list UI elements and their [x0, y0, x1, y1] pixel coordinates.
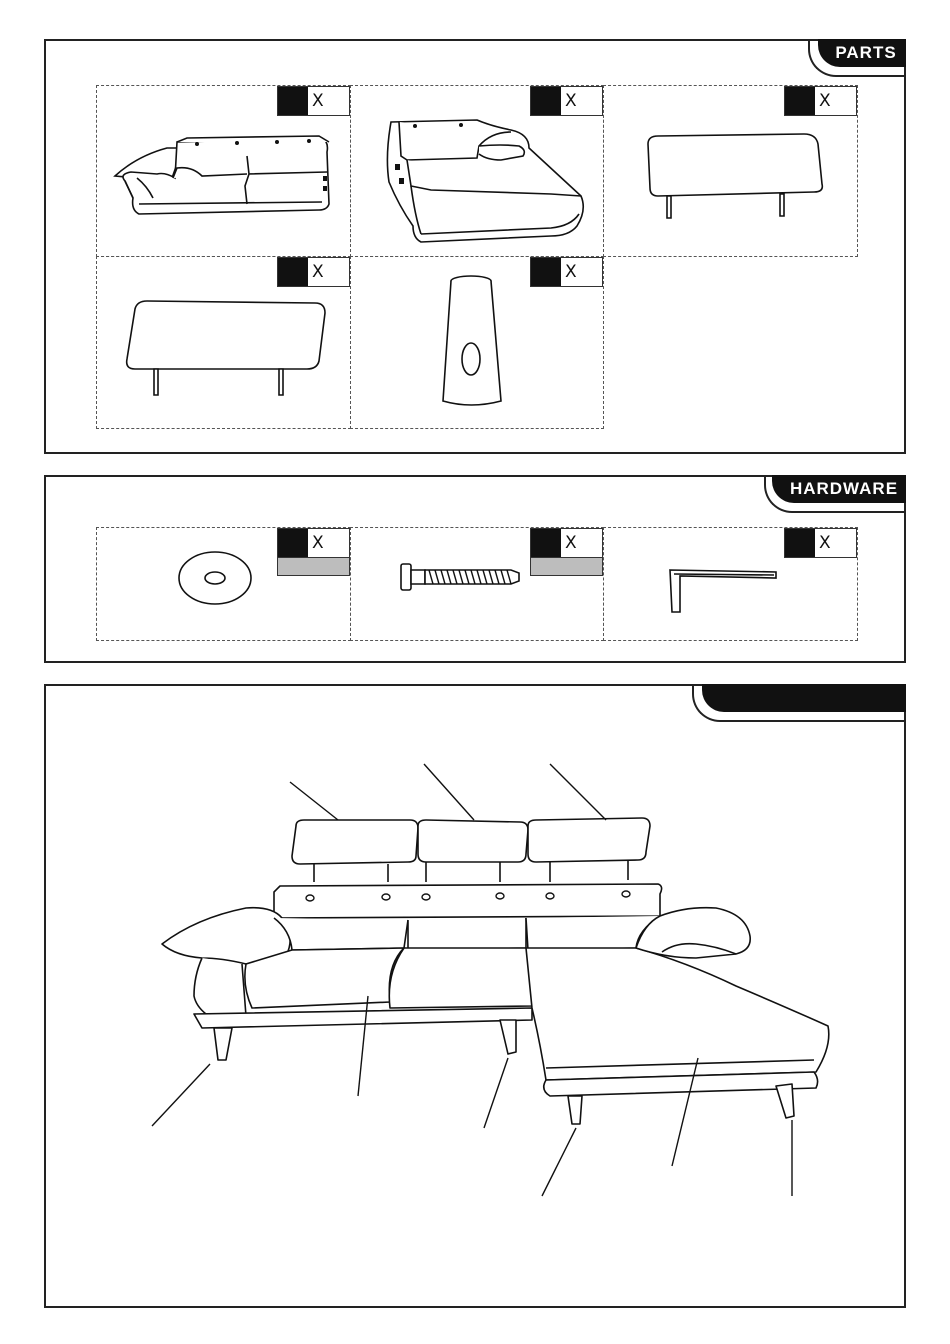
headrest-large-icon — [97, 257, 352, 430]
assembled-sectional-sofa-icon — [46, 686, 908, 1310]
assembly-panel — [44, 684, 906, 1308]
part-cell-chaise-section — [350, 85, 604, 257]
chaise-section-icon — [351, 86, 605, 258]
quantity-box: X — [277, 528, 350, 558]
quantity-box: X — [530, 528, 603, 558]
quantity-box: X — [277, 257, 350, 287]
hardware-cell-allen-key — [603, 527, 858, 641]
part-cell-headrest-large — [96, 256, 351, 429]
parts-tab-label: PARTS — [818, 39, 906, 67]
sofa-leg-icon — [351, 257, 605, 430]
quantity-box: X — [530, 257, 603, 287]
hardware-cell-washer — [96, 527, 351, 641]
quantity-box: X — [530, 86, 603, 116]
hardware-panel — [44, 475, 906, 663]
quantity-box: X — [277, 86, 350, 116]
quantity-box: X — [784, 86, 857, 116]
part-cell-sofa-section — [96, 85, 351, 257]
hardware-tab-label: HARDWARE — [772, 475, 906, 503]
headrest-small-icon — [604, 86, 859, 258]
bolt-icon — [351, 528, 605, 642]
quantity-box: X — [784, 528, 857, 558]
parts-panel — [44, 39, 906, 454]
hardware-cell-bolt — [350, 527, 604, 641]
sofa-section-icon — [97, 86, 352, 258]
part-cell-sofa-leg — [350, 256, 604, 429]
allen-key-icon — [604, 528, 859, 642]
part-cell-headrest-small — [603, 85, 858, 257]
washer-icon — [97, 528, 352, 642]
